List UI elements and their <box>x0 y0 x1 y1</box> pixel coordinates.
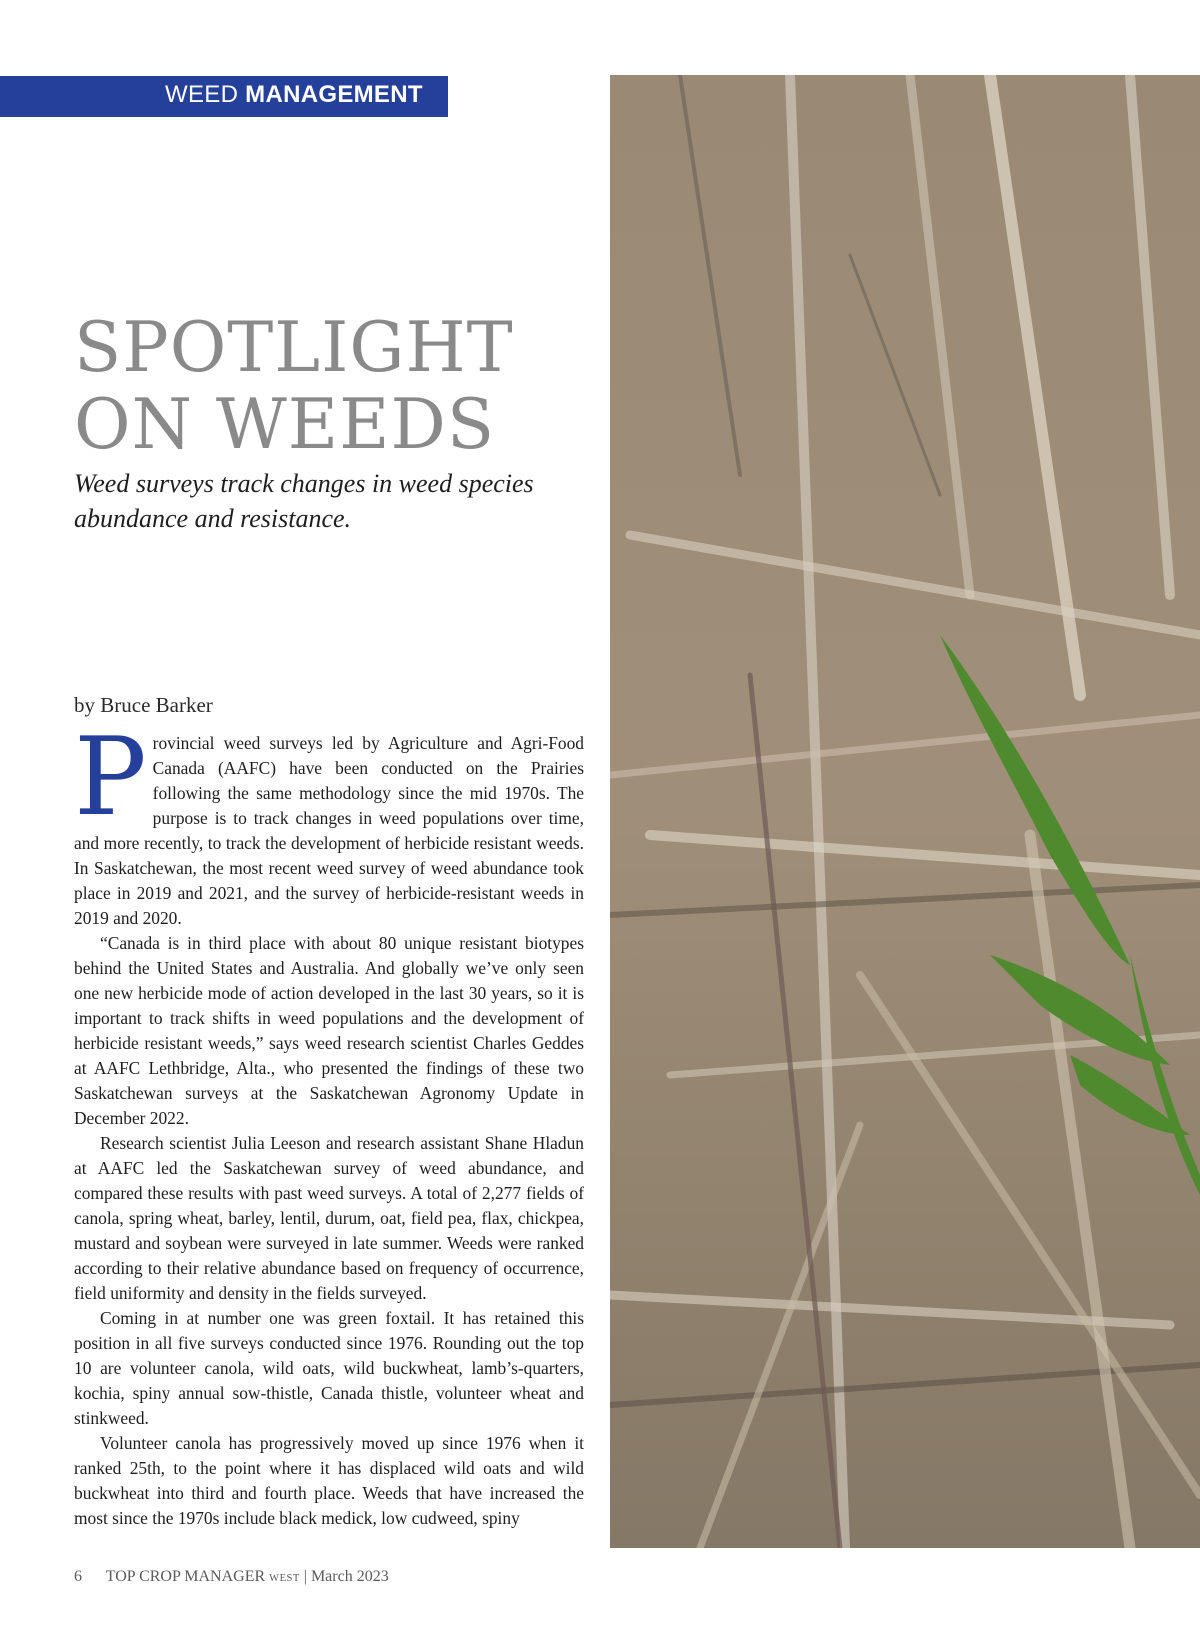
headline-line-1: SPOTLIGHT <box>74 308 514 388</box>
photo-illustration <box>610 75 1200 1548</box>
section-banner <box>0 76 448 117</box>
article-paragraph: Research scientist Julia Leeson and research assistant Shane Hladun at AAFC led the Saskatchewan survey of weed abundance, and compared these results with past weed surveys. A total of 2,277 fields of canola, spring wheat, barley, lentil, durum, oat, field pea, flax, chickpea, mustard and soybean were surveyed in late summer. Weeds were ranked according to their relative abundance based on frequency of occurrence, field uniformity and density in the fields surveyed. <box>74 1133 584 1303</box>
publication-name: TOP CROP MANAGER <box>105 1568 266 1585</box>
page-number: 6 <box>74 1568 82 1585</box>
article-paragraph: Volunteer canola has progressively moved up since 1976 when it ranked 25th, to the point where it has displaced wild oats and wild buckwheat into third and fourth place. Weeds that have increased the most since the 1970s include black medick, low cudweed, spiny <box>74 1433 584 1528</box>
drop-cap: P <box>74 731 147 840</box>
article-paragraph: “Canada is in third place with about 80 unique resistant biotypes behind the United States and Australia. And globally we’ve only seen one new herbicide mode of action developed in the last 30 years, so it is important to track shifts in weed populations and the development of herbicide resistant weeds,” says weed research scientist Charles Geddes at AAFC Lethbridge, Alta., who presented the findings of these two Saskatchewan surveys at the Saskatchewan Agronomy Update in December 2022. <box>74 933 584 1128</box>
article-paragraph: Coming in at number one was green foxtail. It has retained this position in all five surveys conducted since 1976. Rounding out the top 10 are volunteer canola, wild oats, wild buckwheat, lamb’s-quarters, kochia, spiny annual sow-thistle, Canada thistle, volunteer wheat and stinkweed. <box>74 1308 584 1428</box>
article-headline <box>74 310 514 464</box>
headline-line-2: ON WEEDS <box>74 385 496 465</box>
section-label-prefix: WEED <box>165 81 239 108</box>
weed-field-photo <box>610 75 1200 1548</box>
issue-date: March 2023 <box>310 1568 389 1585</box>
paragraph-text: rovincial weed surveys led by Agriculture and Agri-Food Canada (AAFC) have been conducted on the Prairies following the same methodology since the mid 1970s. The purpose is to track changes in weed populations over time, and more recently, to track the development of herbicide resistant weeds. In Saskatchewan, the most recent weed survey of weed abundance took place in 2019 and 2021, and the survey of herbicide-resistant weeds in 2019 and 2020. <box>74 733 584 928</box>
article-deck: Weed surveys track changes in weed species abundance and resistance. <box>74 469 534 533</box>
footer-separator: | <box>303 1568 307 1585</box>
section-label <box>165 81 423 109</box>
publication-edition: WEST <box>269 1573 300 1584</box>
article-byline: by Bruce Barker <box>74 693 213 717</box>
section-label-emphasis: MANAGEMENT <box>245 81 423 108</box>
page-footer <box>74 1568 389 1586</box>
article-body <box>74 731 584 1557</box>
article-paragraph <box>74 731 584 931</box>
